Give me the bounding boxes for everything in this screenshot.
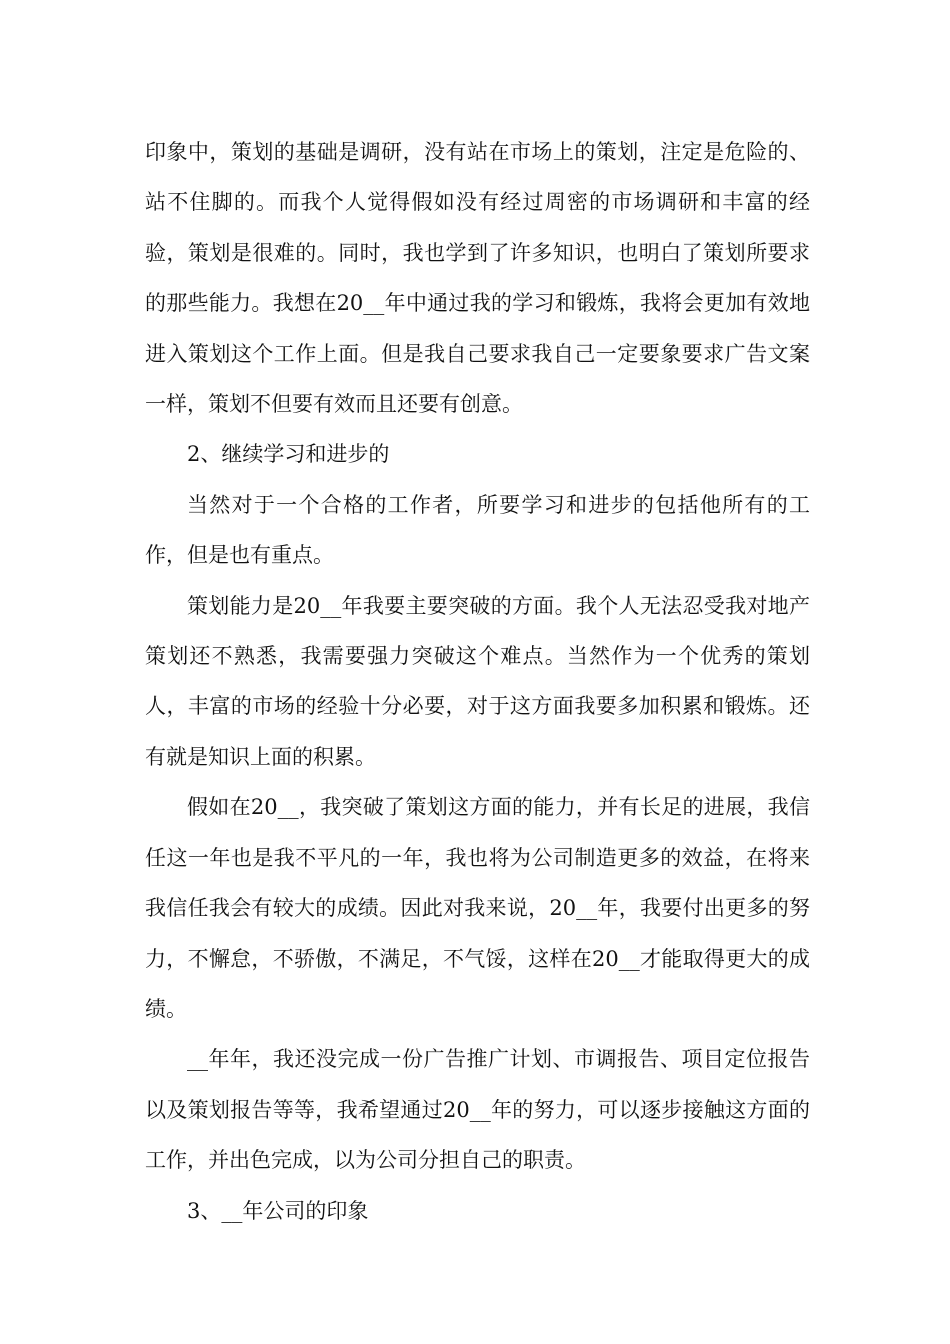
heading-company-impression: 3、__年公司的印象	[187, 1198, 369, 1223]
heading-continue-learning: 2、继续学习和进步的	[187, 442, 390, 467]
paragraph-unfinished-reports: __年年，我还没完成一份广告推广计划、市调报告、项目定位报告以及策划报告等等，我希望通过20__年的努力，可以逐步接触这方面的工作，并出色完成，以为公司分担自己的职责。	[145, 1047, 810, 1173]
document-body	[145, 127, 810, 1236]
paragraph-qualified-worker: 当然对于一个合格的工作者，所要学习和进步的包括他所有的工作，但是也有重点。	[145, 492, 810, 568]
paragraph-planning-ability: 策划能力是20__年我要主要突破的方面。我个人无法忍受我对地产策划还不熟悉，我需要强力突破这个难点。当然作为一个优秀的策划人，丰富的市场的经验十分必要，对于这方面我要多加积累和锻炼。还有就是知识上面的积累。	[145, 593, 810, 769]
paragraph-breakthrough: 假如在20__，我突破了策划这方面的能力，并有长足的进展，我信任这一年也是我不平凡的一年，我也将为公司制造更多的效益，在将来我信任我会有较大的成绩。因此对我来说，20__年，我要付出更多的努力，不懈怠，不骄傲，不满足，不气馁，这样在20__才能取得更大的成绩。	[145, 795, 810, 1021]
paragraph-planning-research: 印象中，策划的基础是调研，没有站在市场上的策划，注定是危险的、站不住脚的。而我个人觉得假如没有经过周密的市场调研和丰富的经验，策划是很难的。同时，我也学到了许多知识，也明白了策划所要求的那些能力。我想在20__年中通过我的学习和锻炼，我将会更加有效地进入策划这个工作上面。但是我自己要求我自己一定要象要求广告文案一样，策划不但要有效而且还要有创意。	[145, 140, 810, 417]
